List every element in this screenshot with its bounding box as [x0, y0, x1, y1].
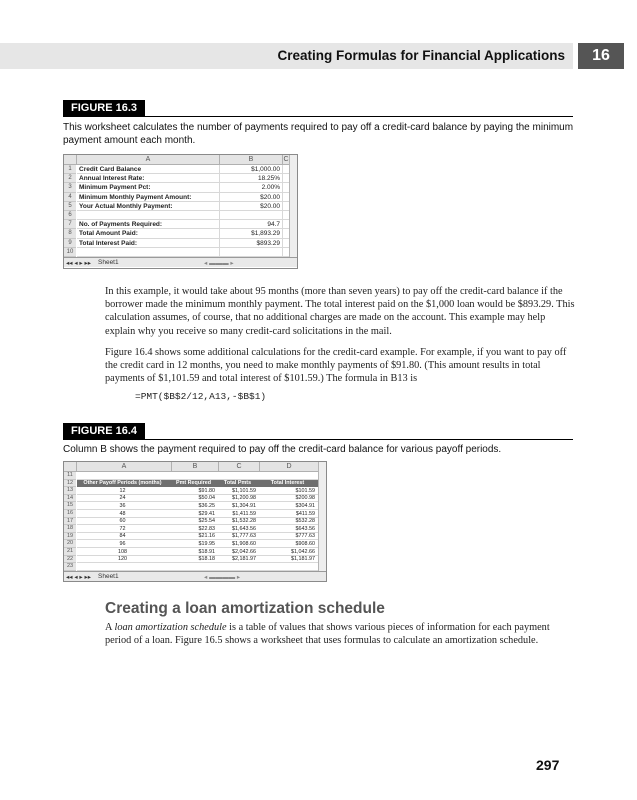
table-cell[interactable]: $200.98: [295, 495, 315, 502]
table-cell[interactable]: 36: [119, 502, 126, 509]
paragraph-figure-16-4-intro: Figure 16.4 shows some additional calculations for the credit-card example. For example, if you want to pay off the credit card in 12 months, you need to make monthly payments of $91.80. (This amount results in total payments of $1,101.59 and total interest of $101.59.) The formula in B13 is: [105, 347, 567, 385]
row-header[interactable]: 4: [64, 193, 76, 202]
defined-term: loan amortization schedule: [114, 622, 227, 633]
sheet-nav-arrows-icon[interactable]: ◂◂ ◂ ▸ ▸▸: [66, 260, 91, 267]
select-all-corner[interactable]: [64, 155, 77, 165]
horizontal-scrollbar[interactable]: ◂ ▬▬▬ ▸: [204, 260, 234, 267]
table-cell[interactable]: 48: [119, 510, 126, 517]
table-cell[interactable]: $532.28: [295, 518, 315, 525]
row-header[interactable]: 2: [64, 174, 76, 183]
para3-prefix: A: [105, 622, 115, 633]
gridline: [77, 228, 289, 229]
row-header[interactable]: 5: [64, 202, 76, 211]
gridline: [77, 201, 289, 202]
row-header[interactable]: 17: [64, 518, 76, 526]
gridline: [77, 192, 289, 193]
figure-16-3-caption: This worksheet calculates the number of payments required to pay off a credit-card balance by paying the minimum payment amount each month.: [63, 122, 574, 146]
gridline: [77, 173, 289, 174]
gridline: [77, 219, 289, 220]
row-header[interactable]: 8: [64, 229, 76, 238]
table-column-header[interactable]: Total Pmts: [223, 480, 252, 487]
table-cell[interactable]: $36.25: [198, 502, 215, 509]
para3-rest: is a table of values that shows various pieces of information for each payment period of a loan. Figure 16.5 shows a worksheet that uses formulas to calculate an amortization schedule.: [105, 622, 550, 647]
table-cell[interactable]: $643.56: [295, 525, 315, 532]
gridline: [77, 562, 318, 563]
figure-16-3-spreadsheet: [63, 154, 298, 269]
table-cell[interactable]: 120: [118, 556, 127, 563]
table-cell[interactable]: $101.59: [295, 487, 315, 494]
column-header-c[interactable]: C: [219, 462, 260, 472]
table-column-header[interactable]: Other Payoff Periods (months): [83, 480, 162, 487]
table-cell[interactable]: $22.83: [198, 525, 215, 532]
table-cell[interactable]: $1,643.56: [232, 525, 256, 532]
pmt-formula: =PMT($B$2/12,A13,-$B$1): [135, 391, 267, 402]
column-header-d[interactable]: D: [260, 462, 319, 472]
vertical-scrollbar[interactable]: [289, 155, 297, 257]
figure-16-4-label: FIGURE 16.4: [63, 423, 145, 439]
cell-value[interactable]: $1,893.29: [251, 230, 280, 238]
table-cell[interactable]: $1,042.66: [291, 548, 315, 555]
sheet-tab-sheet1[interactable]: Sheet1: [98, 573, 119, 580]
section-heading: Creating a loan amortization schedule: [105, 600, 385, 617]
cell-label[interactable]: Your Actual Monthly Payment:: [79, 202, 173, 210]
table-cell[interactable]: $1,101.59: [232, 487, 256, 494]
cell-value[interactable]: $893.29: [256, 239, 280, 247]
row-header[interactable]: 13: [64, 487, 76, 495]
table-cell[interactable]: $1,181.97: [291, 556, 315, 563]
sheet-tab-bar: [64, 257, 297, 267]
table-cell[interactable]: $50.04: [198, 495, 215, 502]
row-header[interactable]: 21: [64, 548, 76, 556]
row-header[interactable]: 20: [64, 540, 76, 548]
page-number: 297: [536, 757, 560, 773]
table-cell[interactable]: $908.60: [295, 540, 315, 547]
table-cell[interactable]: $91.80: [198, 487, 215, 494]
table-cell[interactable]: $19.95: [198, 540, 215, 547]
gridline: [77, 238, 289, 239]
table-cell[interactable]: $1,908.60: [232, 540, 256, 547]
table-cell[interactable]: $2,181.97: [232, 556, 256, 563]
table-cell[interactable]: 96: [119, 540, 126, 547]
figure-16-4-rule: [63, 439, 573, 440]
row-header[interactable]: 11: [64, 472, 76, 480]
row-header[interactable]: 3: [64, 183, 76, 192]
cell-label[interactable]: Minimum Payment Pct:: [79, 184, 151, 192]
table-cell[interactable]: $25.54: [198, 518, 215, 525]
cell-label[interactable]: Credit Card Balance: [79, 166, 142, 173]
row-header[interactable]: 15: [64, 502, 76, 510]
table-cell[interactable]: $1,200.98: [232, 495, 256, 502]
sheet-tab-sheet1[interactable]: Sheet1: [98, 259, 119, 266]
row-header[interactable]: 6: [64, 211, 76, 220]
row-header[interactable]: 1: [64, 165, 76, 174]
row-header[interactable]: 18: [64, 525, 76, 533]
table-cell[interactable]: $1,777.63: [232, 533, 256, 540]
sheet-nav-arrows-icon[interactable]: ◂◂ ◂ ▸ ▸▸: [66, 574, 91, 581]
table-cell[interactable]: $411.59: [295, 510, 315, 517]
gridline: [77, 182, 289, 183]
cell-label[interactable]: No. of Payments Required:: [79, 221, 163, 229]
column-header-c[interactable]: C: [283, 156, 289, 163]
table-cell[interactable]: $1,304.91: [232, 502, 256, 509]
column-header-a[interactable]: A: [77, 462, 172, 472]
table-cell[interactable]: 72: [119, 525, 126, 532]
table-cell[interactable]: $777.63: [295, 533, 315, 540]
horizontal-scrollbar[interactable]: ◂ ▬▬▬▬ ▸: [204, 574, 241, 581]
table-cell[interactable]: $29.41: [198, 510, 215, 517]
cell-value[interactable]: $20.00: [260, 193, 280, 201]
table-cell[interactable]: $21.16: [198, 533, 215, 540]
row-header[interactable]: 16: [64, 510, 76, 518]
paragraph-amortization-intro: [105, 621, 575, 647]
cell-value[interactable]: $20.00: [260, 202, 280, 210]
table-cell[interactable]: $1,532.28: [232, 518, 256, 525]
figure-16-3-rule: [63, 116, 573, 117]
cell-value[interactable]: 94.7: [267, 221, 280, 229]
row-header[interactable]: 19: [64, 533, 76, 541]
figure-16-4-spreadsheet: [63, 461, 327, 582]
cell-label[interactable]: Annual Interest Rate:: [79, 175, 145, 183]
table-cell[interactable]: $18.91: [198, 548, 215, 555]
figure-16-3-label: FIGURE 16.3: [63, 100, 145, 116]
figure-16-4-caption: Column B shows the payment required to pay off the credit-card balance for various payoff periods.: [63, 444, 502, 455]
table-column-header[interactable]: Total Interest: [270, 480, 305, 487]
column-header-b[interactable]: B: [172, 462, 219, 472]
vertical-scrollbar[interactable]: [318, 462, 326, 571]
chapter-number-badge: 16: [578, 43, 624, 69]
cell-value[interactable]: 2.00%: [261, 184, 280, 192]
row-header[interactable]: 9: [64, 239, 76, 248]
table-cell[interactable]: 12: [119, 487, 126, 494]
row-header[interactable]: 12: [64, 480, 76, 488]
table-cell[interactable]: 108: [118, 548, 127, 555]
table-cell[interactable]: 60: [119, 518, 126, 525]
gridline: [77, 247, 289, 248]
running-header-title: Creating Formulas for Financial Applications: [277, 48, 565, 63]
row-header[interactable]: 22: [64, 556, 76, 564]
table-column-header[interactable]: Pmt Required: [175, 480, 212, 487]
table-cell[interactable]: $304.91: [295, 502, 315, 509]
table-cell[interactable]: $1,411.59: [232, 510, 256, 517]
table-cell[interactable]: 84: [119, 533, 126, 540]
cell-label[interactable]: Total Amount Paid:: [79, 230, 138, 238]
gridline: [77, 210, 289, 211]
table-cell[interactable]: $18.18: [198, 556, 215, 563]
column-header-a[interactable]: A: [77, 155, 220, 165]
column-header-b[interactable]: B: [220, 155, 283, 165]
select-all-corner[interactable]: [64, 462, 77, 472]
paragraph-minimum-payment: In this example, it would take about 95 months (more than seven years) to pay off the credit-card balance if the borrower made the minimum monthly payment. The total interest paid on the $1,000 loan would be $893.29. This calculation assumes, of course, that no additional charges are made on the account. This example may help explain why you receive so many credit-card solicitations in the mail.: [105, 286, 575, 337]
cell-label[interactable]: Total Interest Paid:: [79, 239, 138, 247]
cell-label[interactable]: Minimum Monthly Payment Amount:: [79, 193, 192, 201]
row-header[interactable]: 7: [64, 220, 76, 229]
cell-value[interactable]: 18.25%: [257, 175, 280, 183]
row-header[interactable]: 14: [64, 495, 76, 503]
table-cell[interactable]: $2,042.66: [232, 548, 256, 555]
table-cell[interactable]: 24: [119, 495, 126, 502]
row-header[interactable]: 10: [64, 248, 76, 257]
row-header[interactable]: 23: [64, 563, 76, 571]
gridline: [282, 165, 283, 257]
cell-value[interactable]: $1,000.00: [251, 166, 280, 173]
sheet-tab-bar: [64, 571, 326, 581]
